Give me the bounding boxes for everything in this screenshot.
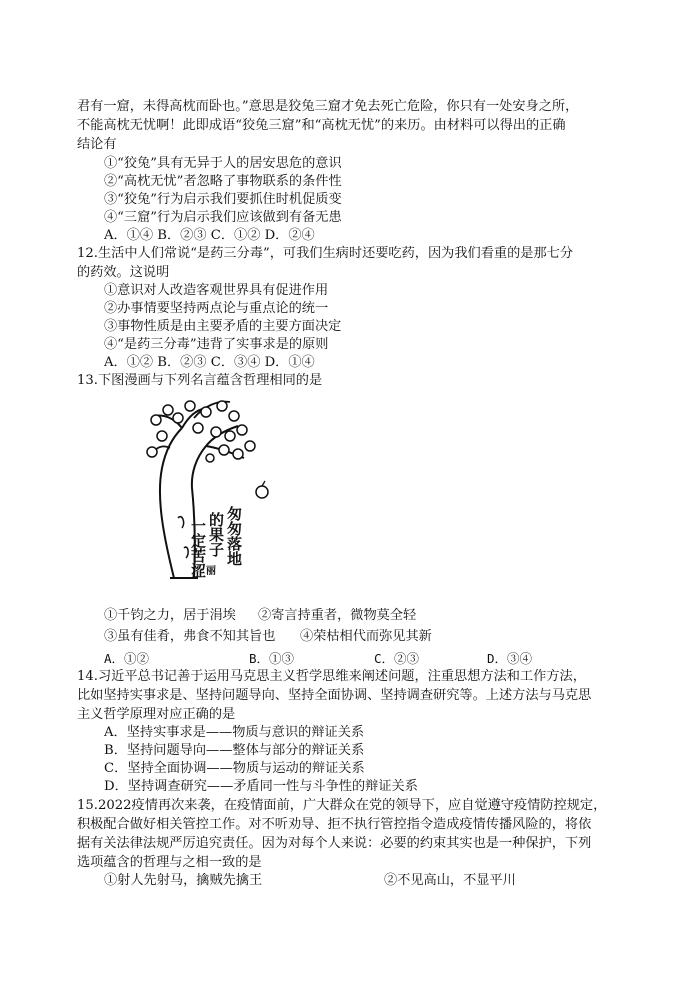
q13-answer-d: D．③④ [487,651,533,666]
q15-option-2: ②不见高山，不显平川 [384,873,516,888]
q15-stem-line-3: 据有关法律法规严厉追究责任。因为对每个人来说：必要的约束其实也是一种保护，下列 [77,836,592,851]
cartoon-text-column-1: 匆匆落地 [225,506,243,566]
q11-option-2: ②“高枕无忧”者忽略了事物联系的条件性 [104,174,342,189]
q14-option-b: B．坚持问题导向——整体与部分的辩证关系 [104,743,365,758]
q13-answer-a: A．①② [104,651,150,666]
q13-option-3: ③虽有佳肴，弗食不知其旨也 [104,629,276,644]
q12-option-2: ②办事情要坚持两点论与重点论的统一 [104,301,329,316]
q13-answer-c: C．②③ [374,651,420,666]
q12-option-4: ④“是药三分毒”违背了实事求是的原则 [104,337,329,352]
q15-stem-line-4: 选项蕴含的哲理与之相一致的是 [77,855,262,870]
q11-stem-line-1: 君有一窟，未得高枕而卧也。”意思是狡兔三窟才免去死亡危险，你只有一处安身之所， [77,99,579,114]
q11-stem-line-2: 不能高枕无忧啊！此即成语“狡兔三窟”和“高枕无忧”的来历。由材料可以得出的正确 [77,118,566,133]
cartoon-text-column-3: 一定苦涩 [189,518,207,578]
q13-option-1: ①千钧之力，居于涓埃 [104,608,236,623]
cartoon-text-column-2: 的果子 [207,512,225,557]
cartoon-signature: 丽 [206,566,216,577]
q15-stem-line-1: 15.2022疫情再次来袭，在疫情面前，广大群众在党的领导下，应自觉遵守疫情防控规定， [77,798,607,813]
q11-answer-choices: A．①④ B．②③ C．①② D．②④ [104,228,315,243]
q14-option-a: A．坚持实事求是——物质与意识的辩证关系 [104,725,365,740]
q14-stem-line-3: 主义哲学原理对应正确的是 [77,707,236,722]
q13-option-4: ④荣枯相代而弥见其新 [300,629,432,644]
q12-option-3: ③事物性质是由主要矛盾的主要方面决定 [104,319,342,334]
q12-option-1: ①意识对人改造客观世界具有促进作用 [104,283,329,298]
q11-stem-line-3: 结论有 [77,137,117,152]
q14-stem-line-1: 14.习近平总书记善于运用马克思主义哲学思维来阐述问题，注重思想方法和工作方法， [77,669,586,684]
q12-stem-line-2: 的药效。这说明 [77,265,170,280]
q12-stem-line-1: 12.生活中人们常说“是药三分毒”，可我们生病时还要吃药，因为我们看重的是那七分 [77,246,574,261]
q14-stem-line-2: 比如坚持实事求是、坚持问题导向、坚持全面协调、坚持调查研究等。上述方法与马克思 [77,688,592,703]
q13-option-2: ②寄言持重者，微物莫全轻 [258,608,417,623]
q11-option-1: ①“狡兔”具有无异于人的居安思危的意识 [104,156,342,171]
q15-option-1: ①射人先射马，擒贼先擒王 [104,873,263,888]
q14-option-d: D．坚持调查研究——矛盾同一性与斗争性的辩证关系 [104,779,418,794]
q15-stem-line-2: 积极配合做好相关管控工作。对不听劝导、拒不执行管控指令造成疫情传播风险的，将依 [77,817,592,832]
q11-option-4: ④“三窟”行为启示我们应该做到有备无患 [104,210,342,225]
q14-option-c: C．坚持全面协调——物质与运动的辩证关系 [104,761,365,776]
q13-stem: 13.下图漫画与下列名言蕴含哲理相同的是 [77,373,323,388]
q12-answer-choices: A．①② B．②③ C．③④ D．①④ [104,355,315,370]
q11-option-3: ③“狡兔”行为启示我们要抓住时机促质变 [104,192,342,207]
q13-answer-b: B．①③ [249,651,295,666]
